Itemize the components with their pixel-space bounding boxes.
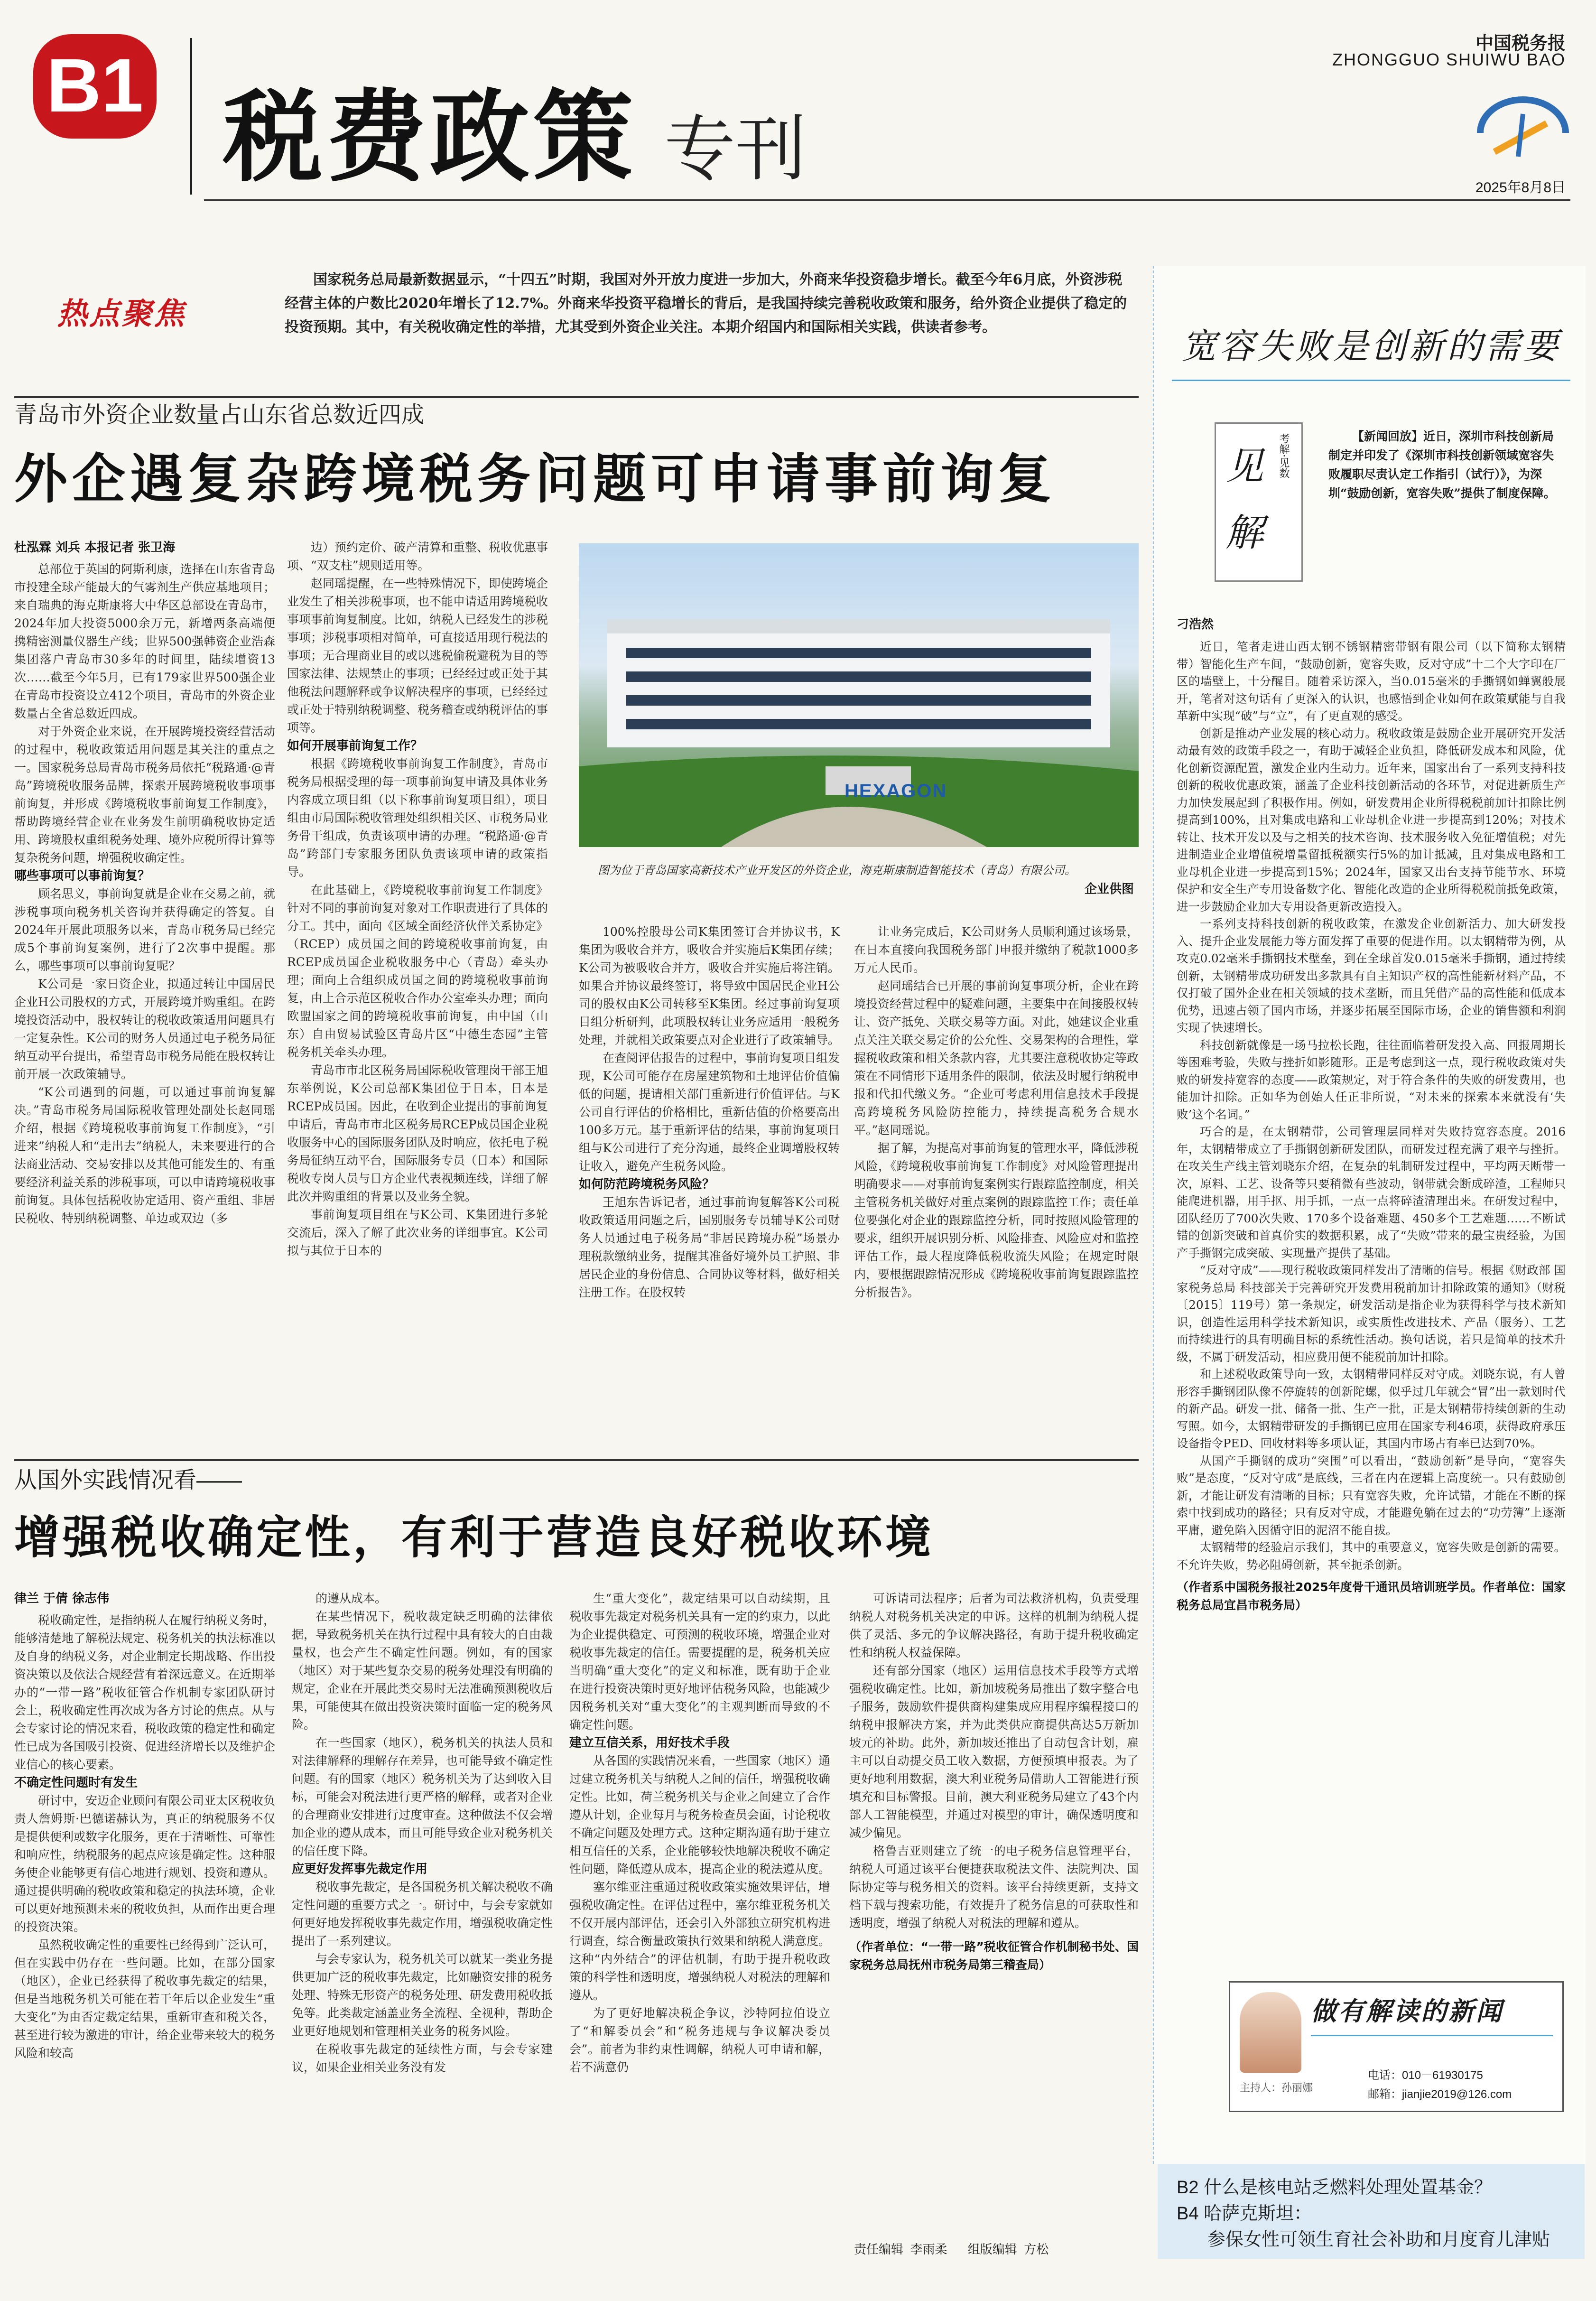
paragraph: 从各国的实践情况来看，一些国家（地区）通过建立税务机关与纳税人之间的信任，增强税收确定性。比如，荷兰税务机关与企业之间建立了合作遵从计划，企业每月与税务检查员会面，讨论税收不确定问题及处理方式。这种定期沟通有助于建立相互信任的关系，企业能够较快地解决税收不确定性问题，降低遵从成本，提高企业的税法遵从度。 — [569, 1754, 831, 1876]
subheading: 如何开展事前询复工作？ — [287, 739, 423, 753]
subheading: 如何防范跨境税务风险？ — [579, 1177, 715, 1192]
paragraph: 虽然税收确定性的重要性已经得到广泛认可，但在实践中仍存在一些问题。比如，在部分国家（地区），企业已经获得了税收事先裁定的结果，但是当地税务机关可能在若干年后以企业发生“重大变化”为由否定裁定结果，重新审查和税关各，甚至进行较为激进的审计，给企业带来较大的税务风险和较高 — [14, 1938, 276, 2060]
paragraph: 科技创新就像是一场马拉松长跑，往往面临着研发投入高、回报周期长等困难考验，失败与挫折如影随形。正是考虑到这一点，现行税收政策对失败的研发持宽容的态度——政策规定，对于符合条件的失败的研发费用，也能加计扣除。正如华为创始人任正非所说，“对未来的探索本来就没有‘失败’这个名词。” — [1177, 1038, 1566, 1121]
editors-line: 责任编辑 李雨柔 组版编辑 方松 — [854, 2242, 1049, 2256]
paragraph: 太钢精带的经验启示我们，其中的重要意义，宽容失败是创新的需要。不允许失败，势必阻碍创新，甚至扼杀创新。 — [1177, 1540, 1566, 1572]
paragraph: 赵同瑶提醒，在一些特殊情况下，即使跨境企业发生了相关涉税事项，也不能申请适用跨境税收事项事前询复制度。比如，纳税人已经发生的涉税事项；涉税事项相对简单，可直接适用现行税法的事项；无合理商业目的或以逃税偷税避税为目的等国家法律、法规禁止的事项；已经经过或正处于其他税法问题解释或争议解决程序的事项，已经经过或正处于特别纳税调整、税务稽查或纳税评估的事项等。 — [287, 577, 548, 735]
contact-box — [1229, 1981, 1564, 2112]
article1-column-3 — [579, 923, 840, 1435]
subheading: 建立互信关系，用好技术手段 — [569, 1736, 730, 1750]
issue-date: 2025年8月8日 — [1475, 180, 1566, 196]
article2-column-4 — [849, 1590, 1139, 2207]
column-name: 见解 — [1225, 444, 1263, 555]
contact-slogan: 做有解读的新闻 — [1311, 1996, 1503, 2026]
paragraph: 可诉请司法程序；后者为司法救济机构，负责受理纳税人对税务机关决定的申诉。这样的机制为纳税人提供了灵活、多元的争议解决路径，有助于提升税收确定性和纳税人权益保障。 — [849, 1592, 1139, 1659]
section-sub: 专刊 — [664, 108, 807, 191]
article1-top-rule — [14, 396, 1139, 398]
paragraph: “反对守成”——现行税收政策同样发出了清晰的信号。根据《财政部 国家税务总局 科技部关于完善研究开发费用税前加计扣除政策的通知》（财税〔2015〕119号）第一条规定，研发活动是指企业为获得科学与技术新知识，创造性运用科学技术新知识，或实质性改进技术、产品（服务）、工艺而持续进行的具有明确目标的系统性活动。换句话说，若只是简单的技术升级，不属于研发活动，相应费用便不能税前加计扣除。 — [1177, 1263, 1566, 1364]
contact-host: 主持人：孙丽娜 — [1240, 2082, 1313, 2094]
photo-sign: HEXAGON — [844, 781, 947, 801]
article1-photo — [579, 543, 1139, 847]
sidebar-rule — [1172, 380, 1570, 381]
article1-column-1 — [14, 539, 275, 1435]
article1-column-2 — [287, 539, 548, 1435]
subheading: 应更好发挥事先裁定作用 — [292, 1862, 428, 1876]
article2-byline: 律兰 于倩 徐志伟 — [14, 1592, 110, 1606]
article2-column-1 — [14, 1590, 275, 2282]
hot-topic-intro: 国家税务总局最新数据显示，“十四五”时期，我国对外开放力度进一步加大，外商来华投资稳步增长。截至今年6月底，外资涉税经营主体的户数比2020年增长了12.7%。外商来华投资平稳增长的背后，是我国持续完善税收政策和服务，给外资企业提供了稳定的投资预期。其中，有关税收确定性的举措，尤其受到外资企业关注。本期介绍国内和国际相关实践，供读者参考。 — [285, 271, 1127, 335]
index-page: B2 — [1177, 2178, 1199, 2198]
paragraph: 顾名思义，事前询复就是企业在交易之前，就涉税事项向税务机关咨询并获得确定的答复。自2024年开展此项服务以来，青岛市税务局已经完成5个事前询复案例，进行了2次事中提醒。那么，哪些事项可以事前询复呢？ — [14, 887, 276, 973]
article1-kicker: 青岛市外资企业数量占山东省总数近四成 — [14, 402, 425, 428]
paragraph: 近日，笔者走进山西太钢不锈钢精密带钢有限公司（以下简称太钢精带）智能化生产车间，“鼓励创新，宽容失败，反对守成”十二个大字印在厂区的墙壁上，十分醒目。随着采访深入，当0.015毫米的手撕钢如蝉翼般展开，笔者对这句话有了更深入的认识，也感悟到企业如何在政策赋能与自我革新中实现“破”与“立”，有了更直观的感受。 — [1177, 640, 1566, 723]
paragraph: 从国产手撕钢的成功“突围”可以看出，“鼓励创新”是导向，“宽容失败”是态度，“反对守成”是底线，三者在内在逻辑上高度统一。只有鼓励创新，才能让研发有清晰的目标；只有宽容失败，允许试错，才能在不断的探索中找到成功的路径；只有反对守成，才能避免躺在过去的“功劳簿”上逐渐平庸，避免陷入因循守旧的泥沼不能自拔。 — [1177, 1453, 1566, 1537]
paragraph: 创新是推动产业发展的核心动力。税收政策是鼓励企业开展研究开发活动最有效的政策手段之一，有助于减轻企业负担，降低研发成本和风险，优化创新资源配置，激发企业内生动力。近年来，国家出台了一系列支持科技创新的税收优惠政策，涵盖了企业科技创新活动的各环节，对促进新质生产力加快发展起到了积极作用。例如，研发费用企业所得税税前加计扣除比例提高到100%，且对集成电路和工业母机企业进一步提高到120%；对技术转让、技术开发以及与之相关的技术咨询、技术服务收入免征增值税；对先进制造业企业增值税增量留抵税额实行5%的加计抵减，且对集成电路和工业母机企业进一步提高到15%；2024年，国家又出台支持节能节水、环境保护和安全生产专用设备数字化、智能化改造的企业所得税税前抵免政策，进一步鼓励企业加大专用设备更新改造投入。 — [1177, 726, 1566, 913]
index-text: 哈萨克斯坦： — [1204, 2204, 1312, 2224]
paragraph: 事前询复项目组在与K公司、K集团进行多轮交流后，深入了解了此次业务的详细事宜。K公司拟与其位于日本的 — [287, 1208, 548, 1258]
sidebar-author: 刁浩然 — [1177, 617, 1214, 631]
article2-column-2 — [292, 1590, 553, 2282]
paragraph: 青岛市市北区税务局国际税收管理岗干部王旭东举例说，K公司总部K集团位于日本，日本是RCEP成员国。因此，在收到企业提出的事前询复申请后，青岛市市北区税务局RCEP成员国企业税收服务中心的国际服务团队及时响应，依托电子税务局征纳互动平台，国际服务专员（日本）和国际税收专岗人员与日方企业代表视频连线，详细了解此次并购重组的背景以及业务全貌。 — [287, 1063, 548, 1203]
paragraph: 在查阅评估报告的过程中，事前询复项目组发现，K公司可能存在房屋建筑物和土地评估价值偏低的问题，提请相关部门重新进行价值评估。与K公司自行评估的价格相比，重新估值的价格要高出100多万元。基于重新评估的结果，事前询复项目组与K公司进行了充分沟通，最终企业调增股权转让收入，避免产生税务风险。 — [579, 1051, 840, 1173]
article2-top-rule — [14, 1459, 1139, 1461]
paragraph: 边）预约定价、破产清算和重整、税收优惠事项、“双支柱”规则适用等。 — [287, 540, 548, 572]
paragraph: 和上述税收政策导向一致，太钢精带同样反对守成。刘晓东说，有人曾形容手撕钢团队像不停旋转的创新陀螺，似乎过几年就会“冒”出一款划时代的新产品。研发一批、储备一批、生产一批，正是太钢精带持续创新的生动写照。如今，太钢精带研发的手撕钢已应用在国家专利46项，获得政府承压设备指令PED、回收材料等多项认证，其国内市场占有率已达到70%。 — [1177, 1367, 1566, 1450]
masthead-divider — [190, 38, 192, 195]
index-page: B4 — [1177, 2204, 1199, 2224]
photo-caption: 图为位于青岛国家高新技术产业开发区的外资企业，海克斯康制造智能技术（青岛）有限公司。 — [598, 864, 1076, 877]
paragraph: 在此基础上，《跨境税收事前询复工作制度》针对不同的事前询复对象对工作职责进行了具体的分工。其中，面向《区域全面经济伙伴关系协定》（RCEP）成员国之间的跨境税收事前询复，由RCEP成员国企业税收服务中心（青岛）牵头办理；面向上合组织成员国之间的跨境税收事前询复，由上合示范区税收合作办公室牵头办理；面向欧盟国家之间的跨境税收事前询复，由中国（山东）自由贸易试验区青岛片区“中德生态园”主管税务机关牵头办理。 — [287, 883, 548, 1059]
photo-credit: 企业供图 — [1084, 882, 1134, 896]
hot-topic-label: 热点聚焦 — [57, 296, 186, 332]
paragraph: 100%控股母公司K集团签订合并协议书，K集团为吸收合并方，吸收合并实施后K集团存续；K公司为被吸收合并方，吸收合并实施后将注销。如果合并协议最终签订，将导致中国居民企业H公司的股权由K公司转移至K集团。经过事前询复项目组分析研判，此项股权转让业务应适用一般税务处理，并就相关政策要点对企业进行了政策辅导。 — [579, 925, 840, 1047]
paragraph: 税收事先裁定，是各国税务机关解决税收不确定性问题的重要方式之一。研讨中，与会专家就如何更好地发挥税收事先裁定作用，增强税收确定性提出了一系列建议。 — [292, 1880, 553, 1948]
news-review: 【新闻回放】近日，深圳市科技创新局制定并印发了《深圳市科技创新领域宽容失败履职尽责认定工作指引（试行）》，为深圳“鼓励创新，宽容失败”提供了制度保障。 — [1328, 429, 1556, 500]
index-text: 什么是核电站乏燃料处理处置基金？ — [1204, 2178, 1493, 2198]
index-item-b2 — [1177, 2176, 1575, 2199]
article2-author-note: （作者单位：“一带一路”税收征管合作机制秘书处、国家税务总局抚州市税务局第三稽查局） — [849, 1940, 1139, 1972]
paragraph: 与会专家认为，税务机关可以就某一类业务提供更加广泛的税收事先裁定，比如融资安排的税务处理、特殊无形资产的税务处理、研发费用税收抵免等。此类裁定涵盖业务全流程、全视种，帮助企业更好地规划和管理相关业务的税务风险。 — [292, 1952, 553, 2038]
paragraph: 在税收事先裁定的延续性方面，与会专家建议，如果企业相关业务没有发 — [292, 2042, 553, 2074]
subheading: 不确定性问题时有发生 — [14, 1776, 138, 1790]
article1-headline: 外企遇复杂跨境税务问题可申请事前询复 — [14, 448, 1056, 510]
section-title: 税费政策 — [223, 82, 637, 193]
paragraph: 研讨中，安迈企业顾问有限公司亚太区税收负责人詹姆斯·巴德诺赫认为，真正的纳税服务不仅是提供便利或数字化服务，更在于清晰性、可靠性和响应性，纳税服务的起点应该是确定性。这种服务使企业能够更有信心地进行规划、投资和遵从。通过提供明确的税收政策和稳定的执法环境，企业可以更好地预测未来的税收负担，从而作出更合理的投资决策。 — [14, 1794, 276, 1934]
page-code: B1 — [46, 43, 144, 128]
paragraph: 赵同瑶结合已开展的事前询复事项分析，企业在跨境投资经营过程中的疑难问题，主要集中在间接股权转让、资产抵免、关联交易等方面。对此，她建议企业重点关注关联交易定价的公允性、交易架构的合理性，掌握税收政策和相关条款内容，尤其要注意税收协定等政策在不同情形下适用条件的限制，依法及时履行纳税申报和代扣代缴义务。“企业可考虑利用信息技术手段提高跨境税务风险防控能力，持续提高税务合规水平。”赵同瑶说。 — [854, 979, 1139, 1137]
paper-logo-icon — [1475, 95, 1570, 171]
sidebar-body — [1177, 638, 1566, 1953]
article2-column-3 — [569, 1590, 830, 2282]
paragraph: 让业务完成后，K公司财务人员顺利通过该场景，在日本直接向我国税务部门申报并缴纳了税款1000多万元人民币。 — [854, 925, 1139, 975]
paragraph: 巧合的是，在太钢精带，公司管理层同样对失败持宽容态度。2016年，太钢精带成立了手撕钢创新研发团队，而研发过程充满了艰辛与挫折。在攻关生产线主管刘晓东介绍，在复杂的轧制研发过程中，平均两天断带一次，原料、工艺、设备等只要稍微有些波动，钢带就会断成碎渣，工程师只能爬进机器，用手抠、用手抓，一点一点将碎渣清理出来。在研发过程中，团队经历了700次失败、170多个设备难题、450多个工艺难题……不断试错的创新突破和首真价实的数据积累，成了“失败”带来的最宝贵经验，为国产手撕钢完成突破、实现量产提供了基础。 — [1177, 1125, 1566, 1260]
host-avatar — [1240, 1992, 1301, 2073]
paper-name-en: ZHONGGUO SHUIWU BAO — [1332, 50, 1566, 69]
paragraph: 王旭东告诉记者，通过事前询复解答K公司税收政策适用问题之后，国别服务专员辅导K公司财务人员通过电子税务局“非居民跨境办税”场景办理税款缴纳业务，提醒其准备好境外员工护照、非居民企业的身份信息、合同协议等材料，做好相关注册工作。在股权转 — [579, 1195, 840, 1299]
paragraph: 总部位于英国的阿斯利康，选择在山东省青岛市投建全球产能最大的气雾剂生产供应基地项目；来自瑞典的海克斯康将大中华区总部设在青岛市，2024年加大投资5000余万元，新增两条高端便携精密测量仪器生产线；世界500强韩资企业浩森集团落户青岛市30多年的时间里，陆续增资13次……截至今年5月，已有179家世界500强企业在青岛市投资设立412个项目，青岛市的外资企业数量占全省总数近四成。 — [14, 562, 276, 720]
contact-email: 邮箱：jianjie2019@126.com — [1368, 2088, 1512, 2101]
sidebar-author-note: （作者系中国税务报社2025年度骨干通讯员培训班学员。作者单位：国家税务总局宜昌市税务局） — [1177, 1580, 1566, 1612]
paper-name-cn: 中国税务报 — [1475, 34, 1566, 54]
paragraph: 据了解，为提高对事前询复的管理水平，降低涉税风险，《跨境税收事前询复工作制度》对风险管理提出明确要求——对事前询复案例实行跟踪监控制度，相关主管税务机关做好对重点案例的跟踪监控工作；责任单位要强化对企业的跟踪监控分析，同时按照风险管理的要求，组织开展识别分析、风险排查、风险应对和监控评估工作，最大程度降低税收流失风险；在规定时限内，要根据跟踪情况形成《跨境税收事前询复跟踪监控分析报告》。 — [854, 1141, 1139, 1299]
contact-phone: 电话：010－61930175 — [1368, 2069, 1483, 2082]
paragraph: 对于外资企业来说，在开展跨境投资经营活动的过程中，税收政策适用问题是其关注的重点之一。国家税务总局青岛市税务局依托“税路通·@青岛”跨境税收服务品牌，探索开展跨境税收事项事前询复，并形成《跨境税收事前询复工作制度》，帮助跨境经营企业在业务发生前明确税收协定适用、跨境股权重组税务处理、境外应税所得计算等复杂税务问题，增强税收确定性。 — [14, 725, 276, 865]
paragraph: K公司是一家日资企业，拟通过转让中国居民企业H公司股权的方式，开展跨境并购重组。在跨境投资活动中，股权转让的税收政策适用问题具有一定复杂性。K公司的财务人员通过电子税务局征纳互动平台提出，希望青岛市税务局能在股权转让前开展一次政策辅导。 — [14, 977, 276, 1081]
index-item-b4-cont: 参保女性可领生育社会补助和月度育儿津贴 — [1207, 2230, 1550, 2250]
paragraph: 税收确定性，是指纳税人在履行纳税义务时，能够清楚地了解税法规定、税务机关的执法标准以及自身的纳税义务，对企业制定长期战略、作出投资决策以及依法合规经营有着深远意义。在近期举办的“一带一路”税收征管合作机制专家团队研讨会上，税收确定性再次成为各方讨论的焦点。从与会专家讨论的情况来看，税收政策的稳定性和确定性已成为各国吸引投资、促进经济增长以及维护企业信心的核心要素。 — [14, 1613, 276, 1771]
contact-rule — [1311, 2035, 1553, 2036]
article1-byline: 杜泓霖 刘兵 本报记者 张卫海 — [14, 540, 176, 555]
sidebar-headline: 宽容失败是创新的需要 — [1181, 326, 1561, 367]
article1-column-4 — [854, 923, 1139, 1435]
paragraph: 生“重大变化”，裁定结果可以自动续期，且税收事先裁定对税务机关具有一定的约束力，以此为企业提供稳定、可预测的税收环境，增强企业对税收事先裁定的信任。需要提醒的是，税务机关应当明确“重大变化”的定义和标准，既有助于企业在进行投资决策时更好地评估税务风险，也能减少因税务机关对“重大变化”的主观判断而导致的不确定性问题。 — [569, 1592, 831, 1732]
paragraph: 根据《跨境税收事前询复工作制度》，青岛市税务局根据受理的每一项事前询复申请及具体业务内容成立项目组（以下称事前询复项目组），项目组由市局国际税收管理处组织相关区、市税务局业务骨干组成，负责该项申请的办理。“税路通·@青岛”跨部门专家服务团队负责该项申请的政策指导。 — [287, 757, 548, 879]
paragraph: 在某些情况下，税收裁定缺乏明确的法律依据，导致税务机关在执行过程中具有较大的自由裁量权，也会产生不确定性问题。例如，有的国家（地区）对于某些复杂交易的税务处理没有明确的规定，企业在开展此类交易时无法准确预测税收后果，可能使其在做出投资决策时面临一定的税务风险。 — [292, 1610, 553, 1732]
article2-kicker: 从国外实践情况看—— — [14, 1468, 242, 1493]
subheading: 哪些事项可以事前询复？ — [14, 869, 150, 883]
index-item-b4 — [1177, 2202, 1575, 2226]
paragraph: 在一些国家（地区），税务机关的执法人员和对法律解释的理解存在差异，也可能导致不确定性问题。有的国家（地区）税务机关为了达到收入目标，可能会对税法进行更严格的解释，或者对企业的合理商业安排进行过度审查。这种做法不仅会增加企业的遵从成本，而且可能导致企业对税务机关的信任度下降。 — [292, 1736, 553, 1858]
paragraph: 塞尔维亚注重通过税收政策实施效果评估，增强税收确定性。在评估过程中，塞尔维亚税务机关不仅开展内部评估，还会引入外部独立研究机构进行调查，综合衡量政策执行效果和纳税人满意度。这种“内外结合”的评估机制，有助于提升税收政策的科学性和透明度，增强纳税人对税法的理解和遵从。 — [569, 1880, 831, 2002]
paragraph: 一系列支持科技创新的税收政策，在激发企业创新活力、加大研发投入、提升企业发展能力等方面发挥了重要的促进作用。以太钢精带为例，从攻克0.02毫米手撕钢技术壁垒，到在全球首发0.015毫米手撕钢，通过持续创新，太钢精带成功研发出多款具有自主知识产权的高性能新材料产品，不仅打破了国外企业在相关领域的技术垄断，而且凭借产品的高性能和低成本优势，迅速占领了国内市场，并逐步拓展至国际市场，企业的销售额和利润实现了快速增长。 — [1177, 917, 1566, 1034]
column-name-icon — [1215, 422, 1303, 582]
paragraph: 还有部分国家（地区）运用信息技术手段等方式增强税收确定性。比如，新加坡税务局推出了数字整合电子服务，鼓励软件提供商构建集成应用程序编程接口的纳税申报解决方案，并为此类供应商提供高达5万新加坡元的补助。此外，新加坡还推出了自动包含计划，雇主可以自动提交员工收入数据，方便预填申报表。为了更好地利用数据，澳大利亚税务局借助人工智能进行预填充和目标警报。目前，澳大利亚税务局建立了43个内部人工智能模型，并通过对模型的审计，确保透明度和减少偏见。 — [849, 1664, 1139, 1840]
column-sub: 考解·见数 — [1278, 433, 1290, 478]
paragraph: 格鲁吉亚则建立了统一的电子税务信息管理平台，纳税人可通过该平台便捷获取税法文件、法院判决、国际协定等与税务相关的资料。该平台持续更新，支持文档下载与搜索功能，有效提升了税务信息的可获取性和透明度，增强了纳税人对税法的理解和遵从。 — [849, 1844, 1139, 1930]
masthead-rule — [204, 199, 1570, 201]
paragraph: “K公司遇到的问题，可以通过事前询复解决。”青岛市税务局国际税收管理处副处长赵同瑶介绍，根据《跨境税收事前询复工作制度》，“引进来”纳税人和“走出去”纳税人，未来要进行的合法商业活动、交易安排以及其他可能发生的、有重要经济利益关系的涉税事项，可以申请跨境税收事前询复。具体包括税收协定适用、资产重组、非居民税收、特别纳税调整、单边或双边（多 — [14, 1085, 276, 1225]
paragraph: 为了更好地解决税企争议，沙特阿拉伯设立了“和解委员会”和“税务违规与争议解决委员会”。前者为非约束性调解，纳税人可申请和解，若不满意仍 — [569, 2006, 830, 2074]
paragraph: 的遵从成本。 — [315, 1592, 387, 1605]
article2-headline: 增强税收确定性，有利于营造良好税收环境 — [14, 1510, 934, 1564]
